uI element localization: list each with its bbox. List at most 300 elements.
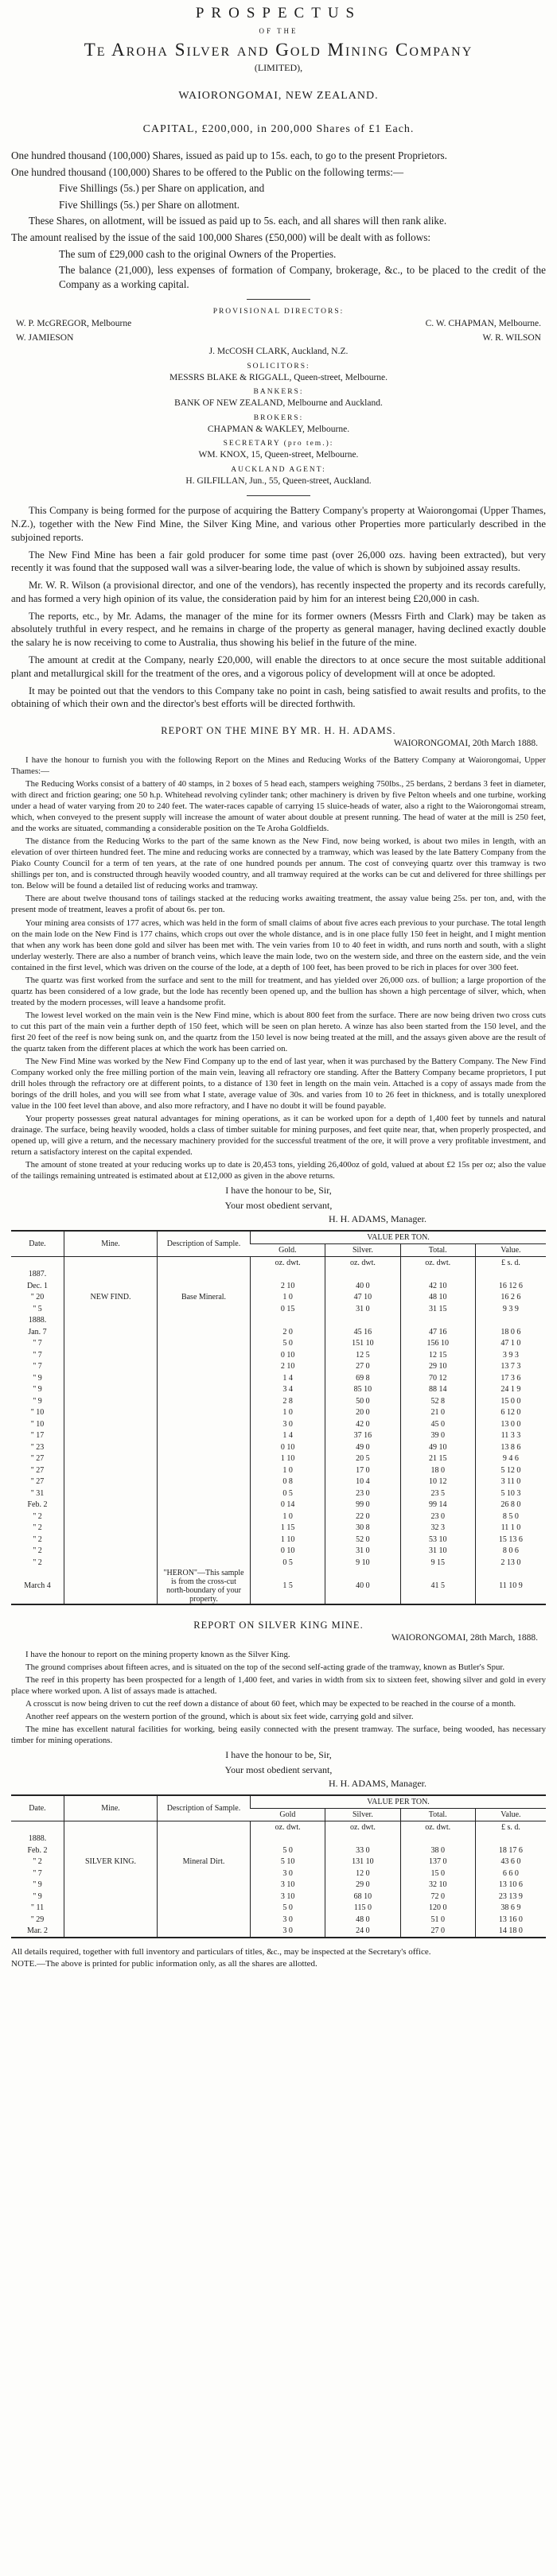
- table-row: [11, 1269, 546, 1281]
- row-total: 70 12: [400, 1372, 475, 1384]
- report-2-servant: Your most obedient servant,: [224, 1763, 333, 1775]
- table-row: [11, 1303, 546, 1315]
- row-silver: 52 0: [325, 1534, 400, 1546]
- body-paragraph: Mr. W. R. Wilson (a provisional director, and one of the vendors), has recently inspected the property and its records carefully, and has formed a very high opinion of its value, the consideration paid by him for an interest being £20,000 in cash.: [11, 580, 546, 604]
- row-total: 137 0: [400, 1856, 475, 1868]
- report-1-date: WAIORONGOMAI, 20th March 1888.: [393, 739, 538, 749]
- row-mine: [64, 1523, 158, 1534]
- row-gold: 1 5: [251, 1569, 325, 1604]
- row-date: March 4: [24, 1581, 51, 1591]
- table-row: [11, 1833, 546, 1845]
- report-paragraph: A crosscut is now being driven to cut the reef down a distance of about 60 feet, which may be expected to be reached in the course of a month.: [25, 1698, 516, 1709]
- row-mine: [64, 1395, 158, 1407]
- row-value: 17 3 6: [475, 1372, 546, 1384]
- col-mine: Mine.: [64, 1795, 158, 1821]
- report-paragraph: The ground comprises about fifteen acres, and is situated on the top of the second self-acting grade of the tramway, known as Butler's Spur.: [25, 1662, 505, 1672]
- report-1-body: [11, 755, 546, 1181]
- table-row: [11, 1856, 546, 1868]
- row-silver: 69 8: [325, 1372, 400, 1384]
- row-gold: 2 10: [251, 1361, 325, 1373]
- row-value: 16 2 6: [475, 1292, 546, 1304]
- row-date: 1887.: [28, 1270, 47, 1279]
- unit-gold: oz. dwt.: [251, 1257, 325, 1269]
- directors-heading: PROVISIONAL DIRECTORS:: [212, 308, 345, 316]
- row-date: " 17: [30, 1431, 45, 1441]
- document-title: PROSPECTUS: [195, 5, 362, 21]
- row-value: [475, 1269, 546, 1281]
- row-silver: 42 0: [325, 1418, 400, 1430]
- table-row: [11, 1499, 546, 1511]
- row-date: " 2: [33, 1523, 42, 1533]
- row-value: 13 10 6: [475, 1879, 546, 1891]
- unit-silver: oz. dwt.: [325, 1257, 400, 1269]
- table-row: [11, 1372, 546, 1384]
- director-left-1: W. P. McGREGOR, Melbourne: [16, 319, 132, 329]
- row-date: Feb. 2: [27, 1845, 48, 1855]
- row-value: 5 12 0: [475, 1465, 546, 1476]
- row-description: [158, 1441, 251, 1453]
- row-value: [475, 1315, 546, 1327]
- report-2-signoff: I have the honour to be, Sir,: [225, 1748, 332, 1760]
- table-row: [11, 1292, 546, 1304]
- row-value: 13 16 0: [475, 1914, 546, 1926]
- row-description: [158, 1407, 251, 1419]
- report-paragraph: The amount of stone treated at your reducing works up to date is 20,453 tons, yielding 26,400oz of gold, valued at about £2 15s per oz; also the value of the tailings remaining untreated is estimated about at £12,000 as given in the above returns.: [11, 1160, 546, 1181]
- report-paragraph: The distance from the Reducing Works to the part of the same known as the New Find, now being worked, is about two miles in length, with an elevation of over thirteen hundred feet. The mine and reducing works are connected by a tramway, which was leased by the late Battery Company from the Piako County Council for a term of ten years, at the rate of one hundred pounds per annum. The cost of conveying quartz over this tramway is two shillings per ton, and is constructed through heavily wooded country, and all tramway required at the works can be cut and delivered for three shillings per ton. Below will be found a detailed list of reducing works and tramway.: [11, 836, 546, 891]
- table-row: [11, 1280, 546, 1292]
- row-mine: [64, 1326, 158, 1338]
- row-silver: 31 0: [325, 1303, 400, 1315]
- row-silver: 40 0: [325, 1569, 400, 1604]
- row-total: 45 0: [400, 1418, 475, 1430]
- row-gold: 0 10: [251, 1441, 325, 1453]
- row-total: 72 0: [400, 1891, 475, 1903]
- row-value: 11 3 3: [475, 1430, 546, 1442]
- bankers: BANK OF NEW ZEALAND, Melbourne and Auckland.: [174, 398, 383, 409]
- divider: [247, 299, 310, 300]
- row-silver: 151 10: [325, 1338, 400, 1350]
- row-value: 26 8 0: [475, 1499, 546, 1511]
- row-silver: 23 0: [325, 1488, 400, 1499]
- col-total: Total.: [400, 1808, 475, 1821]
- row-gold: 0 10: [251, 1349, 325, 1361]
- report-paragraph: The lowest level worked on the main vein is the New Find mine, which is about 800 feet from the surface. There are now being driven two cross cuts to cut this part of the main vein a further depth of 150 feet, which will be seen on plan hereto. A winze has also been started from the 150 level, and the first 20 feet of the reef is now being sunk on, and the quartz from the 150 level is now being treated at the mill, and the assays given above are the result of the quartz taken from the different places at which the work has been carried on.: [11, 1010, 546, 1053]
- row-total: 42 10: [400, 1280, 475, 1292]
- row-total: 15 0: [400, 1868, 475, 1880]
- row-mine: [64, 1430, 158, 1442]
- row-total: 49 10: [400, 1441, 475, 1453]
- row-total: 18 0: [400, 1465, 475, 1476]
- footer-note: NOTE.—The above is printed for public information only, as all the shares are allotted.: [11, 1959, 317, 1969]
- report-paragraph: I have the honour to furnish you with the following Report on the Mines and Reducing Works of the Battery Company at Waiorongomai, Upper Thames:—: [11, 755, 546, 777]
- row-description: [158, 1361, 251, 1373]
- row-description: [158, 1557, 251, 1569]
- row-silver: [325, 1315, 400, 1327]
- report-paragraph: There are about twelve thousand tons of tailings stacked at the reducing works awaiting treatment, the assay value being 25s. per ton, and, with the present mode of treatment, leaves a profit of about 6s. per ton.: [11, 894, 546, 915]
- row-total: 88 14: [400, 1384, 475, 1396]
- row-silver: 47 10: [325, 1292, 400, 1304]
- row-total: 12 15: [400, 1349, 475, 1361]
- table-row: [11, 1315, 546, 1327]
- row-value: 3 9 3: [475, 1349, 546, 1361]
- row-description: [158, 1453, 251, 1465]
- row-gold: 5 0: [251, 1845, 325, 1856]
- row-mine: [64, 1407, 158, 1419]
- row-date: Dec. 1: [26, 1281, 49, 1290]
- company-name: Te Aroha Silver and Gold Mining Company: [84, 40, 473, 60]
- table-row: [11, 1523, 546, 1534]
- row-gold: 1 0: [251, 1407, 325, 1419]
- row-value: 13 8 6: [475, 1441, 546, 1453]
- body-paragraph: The amount at credit at the Company, nearly £20,000, will enable the directors to at once secure the most suitable additional plant and metallurgical skill for the treatment of the ores, and a vigorous policy of development will at once be adopted.: [11, 654, 546, 679]
- row-total: 9 15: [400, 1557, 475, 1569]
- row-description: [158, 1523, 251, 1534]
- director-left-2: W. JAMIESON: [16, 332, 74, 343]
- row-mine: [64, 1338, 158, 1350]
- row-value: 9 3 9: [475, 1303, 546, 1315]
- of-the-label: OF THE: [259, 27, 298, 35]
- col-silver: Silver.: [325, 1808, 400, 1821]
- col-date: Date.: [11, 1231, 64, 1257]
- row-silver: 10 4: [325, 1476, 400, 1488]
- row-date: " 7: [33, 1868, 42, 1878]
- place-heading: WAIORONGOMAI, NEW ZEALAND.: [178, 90, 379, 103]
- table-row: [11, 1534, 546, 1546]
- directors-row-2: [11, 332, 546, 345]
- row-mine: [64, 1384, 158, 1396]
- row-description: [158, 1338, 251, 1350]
- row-mine: [64, 1441, 158, 1453]
- row-total: 31 10: [400, 1546, 475, 1558]
- limited-label: (LIMITED),: [254, 62, 303, 74]
- row-gold: 2 10: [251, 1280, 325, 1292]
- row-mine: [64, 1465, 158, 1476]
- bankers-heading: BANKERS:: [253, 388, 304, 397]
- row-silver: 85 10: [325, 1384, 400, 1396]
- row-date: " 9: [33, 1891, 42, 1901]
- row-value: 15 13 6: [475, 1534, 546, 1546]
- row-mine: [64, 1488, 158, 1499]
- row-gold: 3 10: [251, 1879, 325, 1891]
- row-gold: 2 0: [251, 1326, 325, 1338]
- report-paragraph: The mine has excellent natural facilities for working, being easily connected with the present tramway. The surface, being wooded, has necessary timber for mining operations.: [11, 1724, 546, 1745]
- table-row: [11, 1546, 546, 1558]
- row-gold: 1 4: [251, 1430, 325, 1442]
- row-date: " 9: [33, 1385, 42, 1395]
- row-value: 6 6 0: [475, 1868, 546, 1880]
- col-description: Description of Sample.: [158, 1795, 251, 1821]
- row-gold: 5 0: [251, 1902, 325, 1914]
- row-value: 13 7 3: [475, 1361, 546, 1373]
- row-description: [158, 1372, 251, 1384]
- row-description: [158, 1868, 251, 1880]
- row-description: [158, 1914, 251, 1926]
- table-row: [11, 1557, 546, 1569]
- row-gold: [251, 1269, 325, 1281]
- table-row: [11, 1488, 546, 1499]
- unit-silver: oz. dwt.: [325, 1821, 400, 1833]
- footer-details: All details required, together with full inventory and particulars of titles, &c., may be inspected at the Secretary's office.: [11, 1946, 431, 1957]
- row-date: Mar. 2: [26, 1926, 49, 1936]
- table-row: [11, 1902, 546, 1914]
- row-date: " 23: [30, 1442, 45, 1452]
- row-gold: [251, 1833, 325, 1845]
- row-silver: 9 10: [325, 1557, 400, 1569]
- row-date: " 5: [33, 1304, 42, 1313]
- agent-heading: AUCKLAND AGENT:: [231, 465, 326, 474]
- table-row: [11, 1441, 546, 1453]
- row-mine: [64, 1914, 158, 1926]
- assay-table-new-find: [11, 1230, 546, 1605]
- report-paragraph: Your property possesses great natural advantages for mining operations, as it can be worked upon for a depth of 1,400 feet by tunnels and natural drainage. The surface, being heavily wooded, holds a class of timber suitable for mining purposes, and feet quite near, that, when properly prospected, and opened up, will give a return, and the necessary machinery provided for the successful treatment of the ore, it will prove a very profitable investment, and return a satisfactory interest on the capital expended.: [11, 1114, 546, 1158]
- row-description: [158, 1833, 251, 1845]
- report-paragraph: The quartz was first worked from the surface and sent to the mill for treatment, and has yielded over 26,000 ozs. of bullion; a large proportion of the quartz has been considered of a low grade, but the lode has recently been opened up, and the bullion has shown a high percentage of silver, which, when treated by the modern processes, will leave a handsome profit.: [11, 975, 546, 1007]
- row-date: 1888.: [28, 1316, 47, 1325]
- row-date: 1888.: [28, 1834, 47, 1844]
- row-value: 38 6 9: [475, 1902, 546, 1914]
- body-paragraph: This Company is being formed for the purpose of acquiring the Battery Company's property at Waiorongomai (Upper Thames, N.Z.), together with the New Find Mine, the Silver King Mine, and various other Properties more particularly described in the subjoined reports.: [11, 505, 546, 543]
- row-description: [158, 1476, 251, 1488]
- row-silver: 45 16: [325, 1326, 400, 1338]
- table-row: [11, 1511, 546, 1523]
- row-silver: [325, 1269, 400, 1281]
- row-gold: 0 14: [251, 1499, 325, 1511]
- row-description: [158, 1891, 251, 1903]
- row-description: [158, 1418, 251, 1430]
- row-date: " 7: [33, 1339, 42, 1348]
- row-total: 120 0: [400, 1902, 475, 1914]
- row-total: 32 3: [400, 1523, 475, 1534]
- row-total: 39 0: [400, 1430, 475, 1442]
- row-mine: [64, 1315, 158, 1327]
- row-mine: [64, 1833, 158, 1845]
- unit-value: £ s. d.: [475, 1257, 546, 1269]
- row-total: 99 14: [400, 1499, 475, 1511]
- row-date: " 9: [33, 1396, 42, 1406]
- row-silver: 68 10: [325, 1891, 400, 1903]
- shares-term-2: Five Shillings (5s.) per Share on allotment.: [59, 198, 240, 211]
- row-gold: 3 0: [251, 1914, 325, 1926]
- col-value-per-ton: VALUE PER TON.: [251, 1795, 547, 1809]
- row-value: [475, 1833, 546, 1845]
- row-value: 5 10 3: [475, 1488, 546, 1499]
- row-silver: 40 0: [325, 1280, 400, 1292]
- col-gold: Gold: [251, 1808, 325, 1821]
- row-mine: SILVER KING.: [64, 1856, 158, 1868]
- row-total: [400, 1315, 475, 1327]
- row-mine: [64, 1868, 158, 1880]
- unit-total: oz. dwt.: [400, 1821, 475, 1833]
- row-date: " 2: [33, 1857, 42, 1867]
- row-value: 3 11 0: [475, 1476, 546, 1488]
- row-total: 31 15: [400, 1303, 475, 1315]
- row-mine: [64, 1925, 158, 1938]
- row-gold: [251, 1315, 325, 1327]
- row-mine: [64, 1845, 158, 1856]
- row-value: 14 18 0: [475, 1925, 546, 1938]
- report-1-servant: Your most obedient servant,: [224, 1200, 333, 1212]
- row-gold: 3 10: [251, 1891, 325, 1903]
- row-silver: 29 0: [325, 1879, 400, 1891]
- row-description: [158, 1303, 251, 1315]
- row-mine: NEW FIND.: [64, 1292, 158, 1304]
- agent: H. GILFILLAN, Jun., 55, Queen-street, Auckland.: [185, 475, 372, 486]
- assay-table-body: [11, 1257, 546, 1604]
- row-date: " 31: [30, 1488, 45, 1498]
- row-silver: 24 0: [325, 1925, 400, 1938]
- row-description: Mineral Dirt.: [158, 1856, 251, 1868]
- shares-line-2: One hundred thousand (100,000) Shares to be offered to the Public on the following terms:—: [11, 165, 404, 178]
- shares-line-3: These Shares, on allotment, will be issued as paid up to 5s. each, and all shares will then rank alike.: [29, 215, 447, 227]
- row-mine: [64, 1280, 158, 1292]
- report-2-signature: H. H. ADAMS, Manager.: [329, 1777, 427, 1789]
- shares-line-1: One hundred thousand (100,000) Shares, issued as paid up to 15s. each, to go to the present Proprietors.: [11, 149, 447, 162]
- report-paragraph: I have the honour to report on the mining property known as the Silver King.: [25, 1649, 290, 1659]
- director-right-1: C. W. CHAPMAN, Melbourne.: [425, 319, 541, 329]
- table-row: [11, 1407, 546, 1419]
- solicitors: MESSRS BLAKE & RIGGALL, Queen-street, Melbourne.: [169, 372, 388, 382]
- col-silver: Silver.: [325, 1244, 400, 1257]
- row-total: 21 15: [400, 1453, 475, 1465]
- row-total: [400, 1269, 475, 1281]
- row-total: 10 12: [400, 1476, 475, 1488]
- table-row: [11, 1891, 546, 1903]
- row-date: " 2: [33, 1546, 42, 1556]
- row-description: [158, 1546, 251, 1558]
- row-total: 29 10: [400, 1361, 475, 1373]
- col-gold: Gold.: [251, 1244, 325, 1257]
- row-total: 52 8: [400, 1395, 475, 1407]
- row-value: 23 13 9: [475, 1891, 546, 1903]
- directors-row-1: [11, 318, 546, 331]
- row-value: 11 10 9: [475, 1569, 546, 1604]
- col-description: Description of Sample.: [158, 1231, 251, 1257]
- row-date: " 2: [33, 1534, 42, 1544]
- row-total: 21 0: [400, 1407, 475, 1419]
- row-mine: [64, 1557, 158, 1569]
- row-silver: 48 0: [325, 1914, 400, 1926]
- row-value: 13 0 0: [475, 1418, 546, 1430]
- row-date: " 7: [33, 1350, 42, 1360]
- row-value: 18 17 6: [475, 1845, 546, 1856]
- unit-value: £ s. d.: [475, 1821, 546, 1833]
- row-total: 51 0: [400, 1914, 475, 1926]
- director-right-2: W. R. WILSON: [482, 332, 541, 343]
- shares-line-4: The amount realised by the issue of the said 100,000 Shares (£50,000) will be dealt with as follows:: [11, 231, 431, 244]
- row-date: " 27: [30, 1477, 45, 1487]
- report-paragraph: Your mining area consists of 177 acres, which was held in the form of small claims of about five acres each previous to your purchase. The total length on the main lode on the New Find is 177 chains, which crops out over the whole distance, and is in one place fully 150 feet in height, and I might mention that when any work has been done gold and silver has been met with. The vein varies from 10 to 40 feet in width, and runs north and south, with a slight underlay westerly. There are also a number of branch veins, which leave the main lode, two on the western side, and three on the eastern side, and the vein contained in the first level, which was driven on the course of the lode, at a depth of 100 feet, has been proved to be rich in places for over 300 feet.: [11, 918, 546, 972]
- table-row: [11, 1569, 546, 1604]
- row-mine: [64, 1499, 158, 1511]
- row-value: 11 1 0: [475, 1523, 546, 1534]
- table-row: [11, 1465, 546, 1476]
- row-value: 9 4 6: [475, 1453, 546, 1465]
- col-total: Total.: [400, 1244, 475, 1257]
- unit-total: oz. dwt.: [400, 1257, 475, 1269]
- report-1-signature: H. H. ADAMS, Manager.: [329, 1213, 427, 1225]
- row-date: Feb. 2: [27, 1500, 48, 1510]
- assay-table-body: [11, 1821, 546, 1938]
- row-total: 48 10: [400, 1292, 475, 1304]
- row-value: 8 5 0: [475, 1511, 546, 1523]
- report-paragraph: The reef in this property has been prospected for a length of 1,400 feet, and varies in width from six to sixteen feet, showing silver and gold in every place where worked upon. A list of assays made is attached.: [11, 1674, 546, 1696]
- row-description: [158, 1511, 251, 1523]
- body-paragraph: The New Find Mine has been a fair gold producer for some time past (over 26,000 ozs. having been extracted), but very recently it was found that the supposed wall was a silver-bearing lode, the value of which is shown by subjoined assay results.: [11, 549, 546, 574]
- row-mine: [64, 1349, 158, 1361]
- row-mine: [64, 1902, 158, 1914]
- row-total: 47 16: [400, 1326, 475, 1338]
- report-2-date: WAIORONGOMAI, 28th March, 1888.: [391, 1632, 538, 1643]
- row-value: 24 1 9: [475, 1384, 546, 1396]
- row-gold: 1 0: [251, 1511, 325, 1523]
- row-silver: 12 5: [325, 1349, 400, 1361]
- row-silver: [325, 1833, 400, 1845]
- report-2-title: REPORT ON SILVER KING MINE.: [193, 1619, 364, 1631]
- row-total: 27 0: [400, 1925, 475, 1938]
- row-date: " 20: [30, 1293, 45, 1302]
- body-paragraph: The reports, etc., by Mr. Adams, the manager of the mine for its former owners (Messrs Firth and Clark) may be taken as absolutely truthful in every respect, and he remains in charge of the property as general manager, having declined exactly double the salary he is now receiving to come to Australia, thus showing his belief in the future of the mine.: [11, 610, 546, 649]
- row-total: 53 10: [400, 1534, 475, 1546]
- row-description: [158, 1280, 251, 1292]
- row-gold: 0 15: [251, 1303, 325, 1315]
- row-description: [158, 1845, 251, 1856]
- row-description: [158, 1384, 251, 1396]
- row-total: 41 5: [400, 1569, 475, 1604]
- row-gold: 5 10: [251, 1856, 325, 1868]
- report-paragraph: The New Find Mine was worked by the New Find Company up to the end of last year, when it was purchased by the Battery Company. The New Find Company worked only the free milling portion of the main vein, leaving all refractory ore standing. After the Battery Company became proprietors, I put drill holes through the refractory ore at different points, to a distance of 130 feet in length on the main vein. Attached is a copy of assays made from the borings of the drill holes, and you will see from what I state, average value of 30s. and varies from 10 to 26 feet in thickness, and is totally unexplored value in the 100 feet level than above, and also more refractory, and I have no doubt it will be found payable.: [11, 1056, 546, 1111]
- row-description: "HERON"—This sample is from the cross-cut north-boundary of your property.: [158, 1569, 251, 1604]
- table-row: [11, 1361, 546, 1373]
- row-date: " 27: [30, 1454, 45, 1464]
- row-silver: 31 0: [325, 1546, 400, 1558]
- table-row: [11, 1453, 546, 1465]
- row-total: [400, 1833, 475, 1845]
- row-mine: [64, 1372, 158, 1384]
- report-paragraph: The Reducing Works consist of a battery of 40 stamps, in 2 boxes of 5 head each, stampers weighing 750lbs., 25 berdans, 2 berdans 3 feet in diameter, with direct and friction gearing; one 50 h.p. Whitehead revolving cylinder tank; other machinery is driven by five Pelton wheels and one turbine, working under a head of water varying from 20 to 240 feet. The water-races capable of carrying 15 sluice-heads of water, also a right to the Waiorongomai stream, which, when conveyed to the present supply will increase the amount of water about double at present running. The head of water at the mill is 250 feet, and the works are situated, commanding a considerable position on the Te Aroha Goldfields.: [11, 779, 546, 834]
- row-value: 2 13 0: [475, 1557, 546, 1569]
- director-center: J. McCOSH CLARK, Auckland, N.Z.: [208, 347, 349, 357]
- units-row: [11, 1821, 546, 1833]
- row-silver: 20 0: [325, 1407, 400, 1419]
- table-row: [11, 1914, 546, 1926]
- table-row: [11, 1338, 546, 1350]
- row-date: " 7: [33, 1362, 42, 1371]
- row-gold: 3 0: [251, 1868, 325, 1880]
- report-1-signoff: I have the honour to be, Sir,: [225, 1185, 332, 1197]
- row-silver: 20 5: [325, 1453, 400, 1465]
- row-date: " 2: [33, 1511, 42, 1521]
- row-gold: 5 0: [251, 1338, 325, 1350]
- row-description: [158, 1315, 251, 1327]
- row-silver: 22 0: [325, 1511, 400, 1523]
- col-value: Value.: [475, 1244, 546, 1257]
- report-1-title: REPORT ON THE MINE BY MR. H. H. ADAMS.: [161, 725, 396, 737]
- row-value: 47 1 0: [475, 1338, 546, 1350]
- col-value-per-ton: VALUE PER TON.: [251, 1231, 547, 1244]
- row-mine: [64, 1476, 158, 1488]
- units-row: [11, 1257, 546, 1269]
- report-paragraph: Another reef appears on the western portion of the ground, which is about six feet wide, carrying gold and silver.: [25, 1711, 414, 1721]
- col-value: Value.: [475, 1808, 546, 1821]
- row-description: [158, 1430, 251, 1442]
- row-value: 43 6 0: [475, 1856, 546, 1868]
- row-total: 38 0: [400, 1845, 475, 1856]
- row-silver: 30 8: [325, 1523, 400, 1534]
- row-silver: 17 0: [325, 1465, 400, 1476]
- row-total: 32 10: [400, 1879, 475, 1891]
- table-row: [11, 1430, 546, 1442]
- table-row: [11, 1418, 546, 1430]
